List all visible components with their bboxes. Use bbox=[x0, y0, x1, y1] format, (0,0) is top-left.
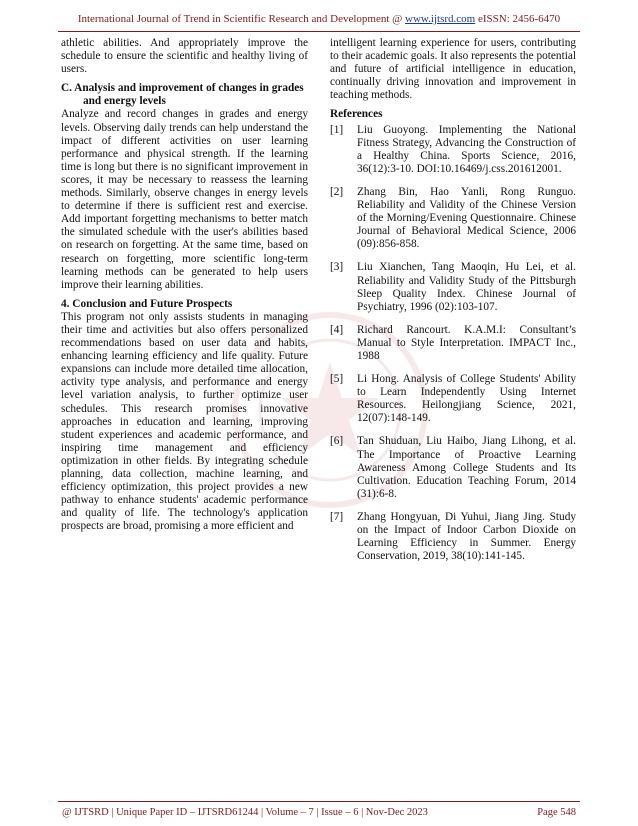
journal-header bbox=[0, 13, 638, 25]
left-column bbox=[61, 37, 308, 533]
reference-number: [7] bbox=[330, 510, 344, 523]
reference-text: Liu Guoyong. Implementing the National Fitness Strategy, Advancing the Construction of a Healthy China. Sports Science, 2016, 36(12):3-10. DOI:10.16469/j.css.201612001. bbox=[357, 123, 576, 175]
references-heading: References bbox=[330, 108, 383, 121]
reference-text: Zhang Hongyuan, Di Yuhui, Jiang Jing. Study on the Impact of Indoor Carbon Dioxide on Learning Efficiency in Summer. Energy Conservation, 2019, 38(10):141-145. bbox=[357, 510, 576, 563]
reference-text: Richard Rancourt. K.A.M.I: Consultant’s Manual to Style Interpretation. IMPACT Inc., 1988 bbox=[357, 323, 576, 362]
reference-item bbox=[330, 324, 576, 363]
section-4-heading: 4. Conclusion and Future Prospects bbox=[61, 297, 233, 310]
reference-number: [6] bbox=[330, 435, 344, 448]
section-c-heading: C. Analysis and improvement of changes in grades and energy levels bbox=[61, 82, 304, 108]
reference-item bbox=[330, 373, 576, 425]
reference-number: [1] bbox=[330, 123, 344, 136]
reference-number: [5] bbox=[330, 373, 344, 386]
reference-item bbox=[330, 511, 576, 563]
journal-name: International Journal of Trend in Scientific Research and Development @ bbox=[77, 13, 406, 25]
reference-text: Tan Shuduan, Liu Haibo, Jiang Lihong, et al. The Importance of Proactive Learning Awareness Among College Students and Its Cultivation. Education Teaching Forum, 2014 (31):6-8. bbox=[357, 435, 576, 500]
right-column bbox=[330, 37, 576, 573]
reference-text: Liu Xianchen, Tang Maoqin, Hu Lei, et al. Reliability and Validity Study of the Pittsburgh Sleep Quality Index. Chinese Journal of Psychiatry, 1996 (02):103-107. bbox=[357, 261, 576, 313]
reference-text: Zhang Bin, Hao Yanli, Rong Runguo. Reliability and Validity of the Chinese Version of the Morning/Evening Questionnaire. Chinese Journal of Behavioral Medical Science, 2006 (09):856-858. bbox=[357, 185, 576, 251]
reference-item bbox=[330, 435, 576, 500]
page-number: Page 548 bbox=[537, 807, 576, 818]
header-rule bbox=[58, 31, 580, 32]
section-c-body: Analyze and record changes in grades and energy levels. Observing daily trends can help understand the impact of different activities on user learning performance and physical strength. If the learning time is long but there is no significant improvement in scores, it may be necessary to reassess the learning methods. Similarly, observe changes in energy levels to determine if there is sufficient rest and exercise. Add important forgetting mechanisms to better match the simulated schedule with the user's abilities based on research on forgetting. At the same time, based on research on forgetting, more scientific long-term learning methods can be generated to help users improve their learning abilities. bbox=[61, 108, 308, 291]
reference-item bbox=[330, 261, 576, 313]
reference-text: Li Hong. Analysis of College Students' Ability to Learn Independently Using Internet Resources. Heilongjiang Science, 2021, 12(07):148-149. bbox=[357, 373, 576, 425]
reference-item bbox=[330, 186, 576, 251]
intro-paragraph: athletic abilities. And appropriately improve the schedule to ensure the scientific and healthy living of users. bbox=[61, 37, 308, 76]
reference-number: [3] bbox=[330, 261, 344, 274]
reference-item bbox=[330, 124, 576, 176]
journal-website-link[interactable]: www.ijtsrd.com bbox=[405, 13, 476, 25]
journal-issn: eISSN: 2456-6470 bbox=[475, 13, 561, 25]
footer-paper-info: @ IJTSRD | Unique Paper ID – IJTSRD61244 | Volume – 7 | Issue – 6 | Nov-Dec 2023 bbox=[62, 807, 428, 818]
reference-number: [2] bbox=[330, 185, 344, 198]
conclusion-continuation: intelligent learning experience for users, contributing to their academic goals. It also represents the potential and future of artificial intelligence in education, continually driving innovation and improvement in teaching methods. bbox=[330, 37, 576, 102]
reference-number: [4] bbox=[330, 323, 344, 336]
section-4-body: This program not only assists students in managing their time and activities but also offers personalized recommendations based on user data and habits, enhancing learning efficiency and life quality. Future expansions can include more detailed time allocation, activity type analysis, and performance and energy level variation analysis, to further optimize user schedules. This research promises innovative approaches in education and learning, improving student experiences and academic performance, and inspiring time management and efficiency optimization in other fields. By integrating schedule planning, data collection, machine learning, and efficiency optimization, this project provides a new pathway to enhance students' academic performance and quality of life. The technology's application prospects are broad, promising a more efficient and bbox=[61, 310, 308, 533]
footer-rule bbox=[58, 801, 580, 802]
